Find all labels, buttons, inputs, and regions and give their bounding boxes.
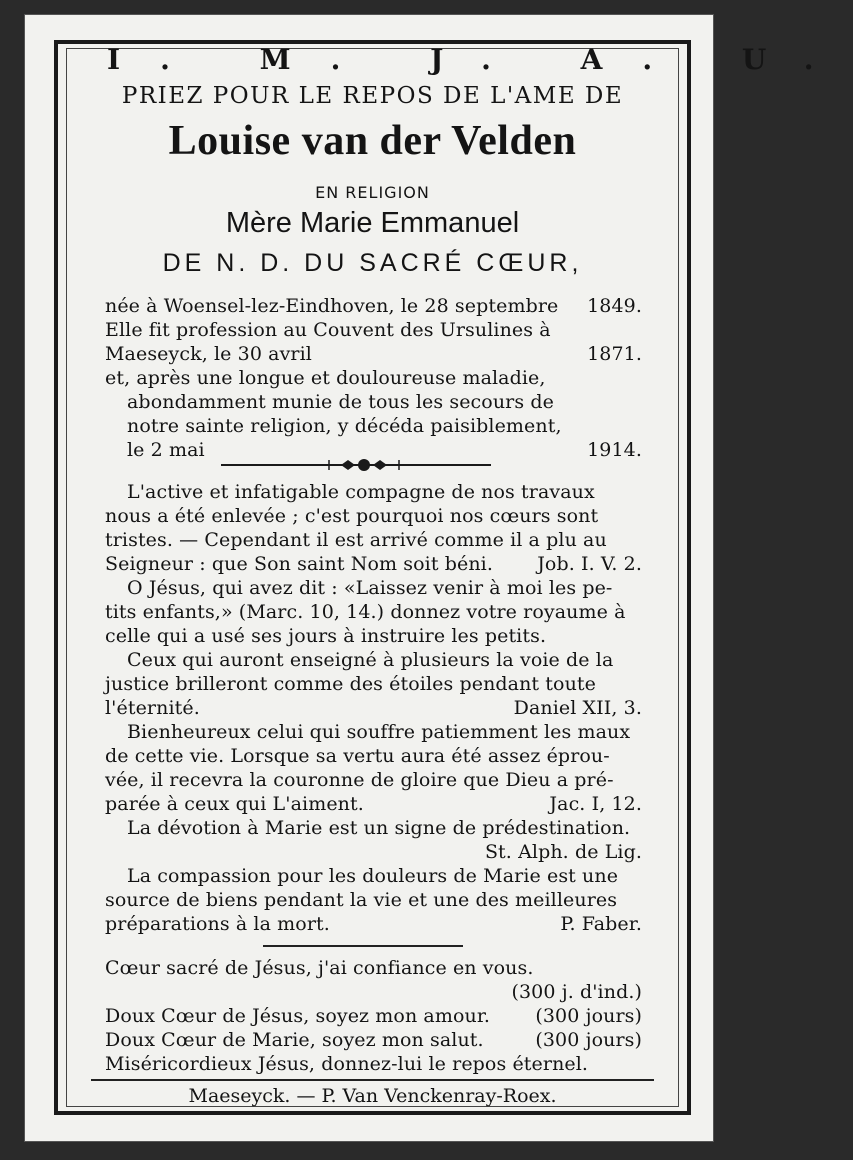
bio-line: Elle fit profession au Couvent des Ursulines à bbox=[105, 319, 551, 341]
bio-year: 1849. bbox=[587, 295, 642, 317]
text-line: tristes. — Cependant il est arrivé comme il a plu au bbox=[105, 529, 607, 551]
religion-label: EN RELIGION bbox=[315, 183, 430, 202]
ornament-divider bbox=[221, 457, 491, 473]
order-name: DE N. D. DU SACRÉ CŒUR, bbox=[162, 249, 583, 277]
printer-footer: Maeseyck. — P. Van Venckenray-Roex. bbox=[188, 1085, 557, 1107]
prayer-line: Doux Cœur de Jésus, soyez mon amour. bbox=[105, 1005, 491, 1027]
text-line: celle qui a usé ses jours à instruire les petits. bbox=[105, 625, 547, 647]
citation: Job. I. V. 2. bbox=[537, 553, 642, 575]
text-line: Ceux qui auront enseigné à plusieurs la voie de la bbox=[127, 649, 614, 671]
text-line: préparations à la mort. bbox=[105, 913, 330, 935]
deceased-name: Louise van der Velden bbox=[168, 118, 577, 164]
indulgence: (300 jours) bbox=[535, 1029, 642, 1051]
text-line: vée, il recevra la couronne de gloire que Dieu a pré- bbox=[105, 769, 614, 791]
prayer-line: Miséricordieux Jésus, donnez-lui le repos éternel. bbox=[105, 1053, 589, 1075]
text-line: de cette vie. Lorsque sa vertu aura été assez éprou- bbox=[105, 745, 610, 767]
indulgence: (300 j. d'ind.) bbox=[511, 981, 642, 1003]
bio-line: abondamment munie de tous les secours de bbox=[127, 391, 554, 413]
bio-line: Maeseyck, le 30 avril bbox=[105, 343, 312, 365]
prayer-line: Cœur sacré de Jésus, j'ai confiance en vous. bbox=[105, 957, 534, 979]
text-line: L'active et infatigable compagne de nos travaux bbox=[127, 481, 595, 503]
initials-header: I. M. J. A. U. bbox=[107, 43, 853, 76]
bio-line: le 2 mai bbox=[127, 439, 205, 461]
text-line: justice brilleront comme des étoiles pendant toute bbox=[105, 673, 597, 695]
text-line: Seigneur : que Son saint Nom soit béni. bbox=[105, 553, 493, 575]
text-line: source de biens pendant la vie et une des meilleures bbox=[105, 889, 618, 911]
bio-year: 1871. bbox=[587, 343, 642, 365]
short-divider bbox=[263, 945, 463, 947]
citation: St. Alph. de Lig. bbox=[484, 841, 642, 863]
footer-divider bbox=[91, 1079, 654, 1081]
bio-line: et, après une longue et douloureuse maladie, bbox=[105, 367, 546, 389]
text-line: tits enfants,» (Marc. 10, 14.) donnez votre royaume à bbox=[105, 601, 626, 623]
prayer-line: Doux Cœur de Marie, soyez mon salut. bbox=[105, 1029, 484, 1051]
citation: Daniel XII, 3. bbox=[513, 697, 642, 719]
bio-year: 1914. bbox=[587, 439, 642, 461]
text-line: O Jésus, qui avez dit : «Laissez venir à moi les pe- bbox=[127, 577, 613, 599]
bio-line: notre sainte religion, y décéda paisiblement, bbox=[127, 415, 562, 437]
text-line: l'éternité. bbox=[105, 697, 200, 719]
text-line: nous a été enlevée ; c'est pourquoi nos cœurs sont bbox=[105, 505, 599, 527]
bio-line: née à Woensel-lez-Eindhoven, le 28 septembre bbox=[105, 295, 559, 317]
card-frame bbox=[54, 40, 853, 1115]
religious-name: Mère Marie Emmanuel bbox=[225, 207, 520, 239]
text-line: La compassion pour les douleurs de Marie est une bbox=[127, 865, 619, 887]
card-content bbox=[66, 43, 853, 1107]
indulgence: (300 jours) bbox=[535, 1005, 642, 1027]
citation: Jac. I, 12. bbox=[549, 793, 642, 815]
text-line: Bienheureux celui qui souffre patiemment les maux bbox=[127, 721, 631, 743]
text-line: La dévotion à Marie est un signe de prédestination. bbox=[127, 817, 631, 839]
memorial-card bbox=[24, 14, 853, 1142]
text-line: parée à ceux qui L'aiment. bbox=[105, 793, 364, 815]
prayer-header: PRIEZ POUR LE REPOS DE L'AME DE bbox=[121, 83, 624, 109]
citation: P. Faber. bbox=[560, 913, 642, 935]
